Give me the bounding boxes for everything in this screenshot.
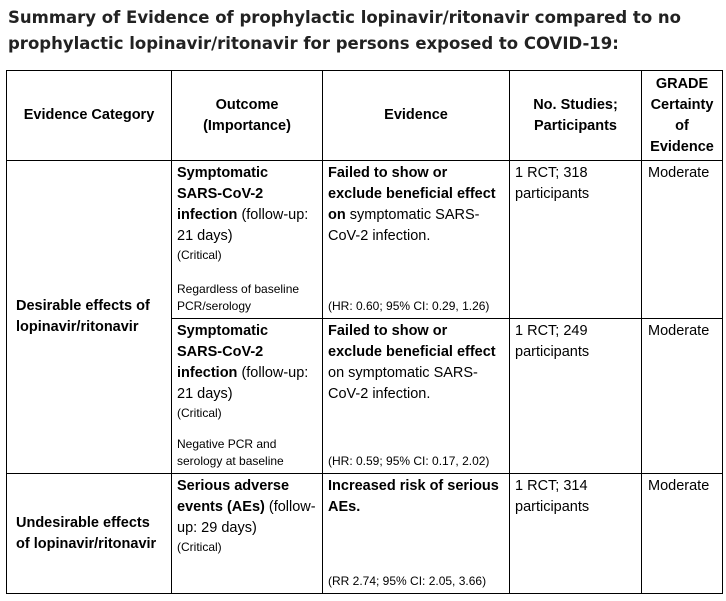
evidence-statistic: (HR: 0.60; 95% CI: 0.29, 1.26)	[328, 299, 490, 313]
outcome-name: Serious adverse events (AEs)	[177, 478, 290, 515]
grade-cell: Moderate	[642, 474, 723, 594]
category-undesirable: Undesirable effects of lopinavir/ritonavir	[7, 474, 172, 594]
evidence-finding: Failed to show or exclude beneficial effect on	[328, 165, 496, 223]
evidence-statistic: (RR 2.74; 95% CI: 2.05, 3.66)	[328, 574, 487, 588]
header-row	[7, 71, 723, 161]
outcome-importance: (Critical)	[177, 540, 222, 554]
header-studies: No. Studies; Participants	[510, 71, 642, 161]
studies-cell: 1 RCT; 314 participants	[510, 474, 642, 594]
studies-cell: 1 RCT; 249 participants	[510, 319, 642, 474]
grade-cell: Moderate	[642, 161, 723, 319]
evidence-detail: symptomatic SARS-CoV-2 infection.	[328, 207, 480, 244]
table-row	[7, 161, 723, 319]
outcome-followup: (follow-up: 21 days)	[177, 207, 309, 244]
evidence-detail: on symptomatic SARS-CoV-2 infection.	[328, 365, 478, 402]
outcome-followup: (follow-up: 21 days)	[177, 365, 309, 402]
outcome-subgroup: Regardless of baseline PCR/serology	[177, 282, 300, 313]
outcome-importance: (Critical)	[177, 406, 222, 420]
evidence-cell	[323, 161, 510, 319]
outcome-importance: (Critical)	[177, 248, 222, 262]
evidence-cell	[323, 474, 510, 594]
evidence-table	[6, 70, 723, 594]
table-row	[7, 474, 723, 594]
evidence-statistic: (HR: 0.59; 95% CI: 0.17, 2.02)	[328, 454, 490, 468]
evidence-cell	[323, 319, 510, 474]
studies-cell: 1 RCT; 318 participants	[510, 161, 642, 319]
evidence-finding: Increased risk of serious AEs.	[328, 478, 499, 515]
evidence-finding: Failed to show or exclude beneficial effect	[328, 323, 496, 360]
category-desirable: Desirable effects of lopinavir/ritonavir	[7, 161, 172, 474]
header-evidence: Evidence	[323, 71, 510, 161]
grade-cell: Moderate	[642, 319, 723, 474]
header-evidence-category: Evidence Category	[7, 71, 172, 161]
outcome-followup: (follow-up: 29 days)	[177, 499, 316, 536]
outcome-cell	[172, 161, 323, 319]
outcome-name: Symptomatic SARS-CoV-2 infection	[177, 323, 269, 381]
outcome-name: Symptomatic SARS-CoV-2 infection	[177, 165, 269, 223]
header-outcome: Outcome (Importance)	[172, 71, 323, 161]
outcome-cell	[172, 474, 323, 594]
page-title: Summary of Evidence of prophylactic lopinavir/ritonavir compared to no prophylactic lopinavir/ritonavir for persons exposed to COVID-19:	[8, 8, 681, 53]
header-grade: GRADE Certainty of Evidence	[642, 71, 723, 161]
outcome-subgroup: Negative PCR and serology at baseline	[177, 437, 284, 468]
outcome-cell	[172, 319, 323, 474]
